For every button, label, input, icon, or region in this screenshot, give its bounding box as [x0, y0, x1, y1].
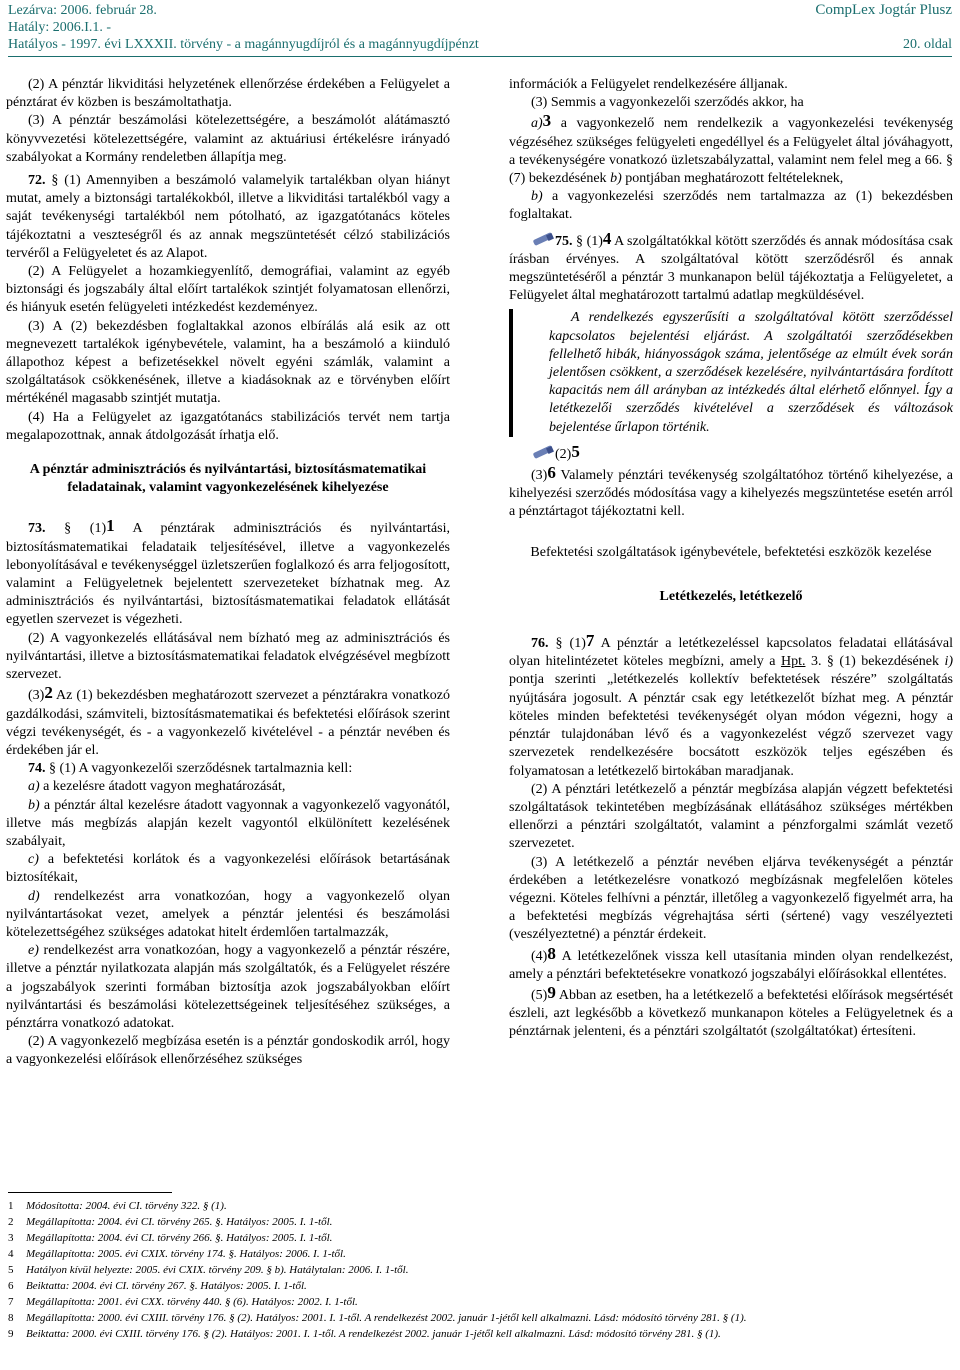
paragraph: (3)2 Az (1) bekezdésben meghatározott szervezet a pénztárakra vonatkozó gazdálkodási, számviteli, biztosításmatematikai és befektetési előírások szerint végzi tevékenységét, és - a vagyonkezelő kivételével - a pénztár nevében és érdekében jár el.	[6, 683, 450, 758]
list-item: d) rendelkezést arra vonatkozóan, hogy a vagyonkezelő olyan nyilvántartásokat vezet, amelyek a pénztár jelentési és beszámolási kötelezettségéhez szükséges adatokat hitelt érdemlően tartalmazzák,	[6, 888, 450, 940]
footnotes	[8, 1198, 948, 1342]
paragraph: (3) A pénztár beszámolási kötelezettségére, a beszámolót alátámasztó könyvvezetési kötelezettségére, valamint az aktuáriusi értékelésre irányadó szabályokat a Kormány rendeletben állapítja meg.	[6, 113, 450, 165]
header-rule	[8, 56, 952, 57]
paragraph: (2) A vagyonkezelés ellátásával nem bízható meg az adminisztrációs és nyilvántartási, illetve a biztosításmatematikai feladatok elvégzésével megbízott szervezet.	[6, 630, 450, 683]
footnote: 4 Megállapította: 2005. évi CXIX. törvény 174. §. Hatályos: 2006. I. 1-től.	[8, 1248, 346, 1260]
footnote-ref[interactable]: 1	[106, 516, 115, 536]
law-link[interactable]: Hpt.	[780, 654, 806, 670]
footnote-ref[interactable]: 6	[547, 463, 556, 483]
list-item: c) a befektetési korlátok és a vagyonkezelési előírások betartásának biztosítékait,	[6, 852, 450, 886]
paragraph: (2) A Felügyelet a hozamkiegyenlítő, demográfiai, valamint az egyéb biztonsági és jogszabály által előírt tartalékok szintjét folyamatosan ellenőrzi, és hiányuk esetén felügyeleti intézkedést kezdeményez.	[6, 264, 450, 316]
footnote-ref[interactable]: 3	[542, 111, 552, 131]
paragraph: (5)9 Abban az esetben, ha a letétkezelő a befektetési előírások megsértését észleli, azt legkésőbb a következő munkanapon köteles a Felügyeletnek és a pénztárnak jelenteni, és a pénztári szolgáltatót (szolgáltatókat) értesíteni.	[509, 982, 953, 1040]
paragraph: (3) Semmis a vagyonkezelői szerződés akkor, ha	[531, 95, 804, 111]
footnote: 9 Beiktatta: 2000. évi CXIII. törvény 176. § (2). Hatályos: 2001. I. 1-től. A rendelkezést 2002. január 1-jétől kell alkalmazni. Lásd: módosító törvény 281. § (1).	[8, 1328, 721, 1340]
page-number: 20. oldal	[903, 37, 952, 52]
list-item: b) a vagyonkezelési szerződés nem tartalmazza az (1) bekezdésben foglaltakat.	[509, 189, 953, 223]
paragraph: információk a Felügyelet rendelkezésére álljanak.	[509, 77, 788, 92]
paragraph: (4) Ha a Felügyelet az igazgatótanács stabilizációs tervét nem tartja megalapozottnak, annak átdolgozását írhatja elő.	[6, 409, 450, 443]
subsection-heading: Letétkezelés, letétkezelő	[659, 588, 803, 604]
product-name: CompLex Jogtár Plusz	[815, 2, 952, 18]
section-72: 72. § (1) Amennyiben a beszámoló valamelyik tartalékban olyan hiányt mutat, amely a biztonsági tartalékokból, illetve a likviditási tartalékból vagy a saját tevékenységi tartalékból nem pótolható, az igazgatótanács köteles tájékoztatni a veszteségről és az annak megszüntetését célzó stabilizációs tervéről a Felügyeletet és az Alapot.	[6, 173, 451, 261]
pen-icon[interactable]	[531, 233, 555, 247]
right-column	[509, 76, 953, 1042]
footnote: 8 Megállapította: 2000. évi CXIII. törvény 176. § (2). Hatályos: 2001. I. 1-től. A rendelkezést 2002. január 1-jétől kell alkalmazni. Lásd: módosító törvény 281. § (1).	[8, 1312, 747, 1324]
section-heading: A pénztár adminisztrációs és nyilvántartási, biztosításmatematikai feladatainak, valamint vagyonkezelésének kihelyezése	[29, 462, 427, 496]
footnote: 3 Megállapította: 2004. évi CI. törvény 266. §. Hatályos: 2005. I. 1-től.	[8, 1232, 333, 1244]
scope-date: Hatály: 2006.I.1. -	[8, 20, 112, 35]
footnote: 6 Beiktatta: 2004. évi CI. törvény 267. §. Hatályos: 2005. I. 1-től.	[8, 1280, 307, 1292]
paragraph: (3)6 Valamely pénztári tevékenység szolgáltatóhoz történő kihelyezése, a kihelyezési szerződés módosítása vagy a kihelyezés megszüntetése esetén arról a pénztártagot tájékoztatni kell.	[509, 463, 953, 520]
closed-date: Lezárva: 2006. február 28.	[8, 3, 157, 18]
footnote-ref[interactable]: 5	[571, 441, 580, 461]
list-item: e) rendelkezést arra vonatkozóan, hogy a vagyonkezelő a pénztár részére, illetve a pénztár nyilatkozata alapján más szolgáltatók, és a Felügyelet részére a jogszabályok szerinti formában biztosítja azok jogszabályokban előírt nyilvántartási és beszámolási kötelezettségeinek teljesítéséhez szükséges, a pénztárra vonatkozó adatokat.	[6, 943, 450, 1031]
list-item: a) a kezelésre átadott vagyon meghatározását,	[28, 779, 286, 795]
footnote: 7 Megállapította: 2001. évi CXX. törvény 440. § (6). Hatályos: 2002. I. 1-től.	[8, 1296, 358, 1308]
footnote-ref[interactable]: 9	[547, 982, 556, 1002]
footnote: 2 Megállapította: 2004. évi CI. törvény 265. §. Hatályos: 2005. I. 1-től.	[8, 1216, 333, 1228]
paragraph: (2) A pénztári letétkezelő a pénztár megbízása alapján végzett befektetési szolgáltatások tekintetében megbízásának ellátásához szükséges mértékben ellenőrzi a pénztári szolgáltatót, valamint a pénzforgalmi számlát vezető szervezetet.	[509, 781, 953, 852]
paragraph: (2) A vagyonkezelő megbízása esetén is a pénztár gondoskodik arról, hogy a vagyonkezelési előírások ellenőrzéséhez szükséges	[6, 1034, 450, 1068]
page-header	[8, 0, 952, 56]
repealed-paragraph: (2)5	[509, 443, 953, 464]
paragraph: (4)8 A letétkezelőnek vissza kell utasítania minden olyan rendelkezést, amely a pénztári befektetésekre vonatkozó jogszabályi előírásokkal ellentétes.	[509, 943, 953, 982]
footnote: 1 Módosította: 2004. évi CI. törvény 322. § (1).	[8, 1200, 227, 1212]
list-item: a)3 a vagyonkezelő nem rendelkezik a vagyonkezelési tevékenység végzéséhez szükséges felügyeleti engedéllyel és a Felügyelet által jóváhagyott, a tevékenységére vonatkozó üzletszabályzattal, valamint nem felel meg a 66. § (7) bekezdésének b) pontjában meghatározott feltételeknek,	[509, 111, 953, 187]
left-column	[6, 76, 450, 1070]
pen-icon[interactable]	[531, 446, 555, 460]
footnote-ref[interactable]: 2	[44, 683, 53, 703]
law-title: Hatályos - 1997. évi LXXXII. törvény - a magánnyugdíjról és a magánnyugdíjpénzt	[8, 37, 479, 52]
section-73: 73. § (1)1 A pénztárak adminisztrációs és nyilvántartási, biztosításmatematikai feladataik teljesítésével, illetve a vagyonkezelés lebonyolításával e tevékenységgel üzletszerűen foglalkozó és arra feljogosított, valamint a Felügyeletnek bejelentett szervezeteket bízhatnak meg. Az adminisztrációs és nyilvántartási, biztosításmatematikai feladatok ellátását egyetlen szervezet is végezheti.	[6, 516, 450, 628]
footnote-ref[interactable]: 8	[547, 943, 556, 963]
section-76: 76. § (1)7 A pénztár a letétkezeléssel kapcsolatos feladatai ellátásával olyan hitelintézetet köteles megbízni, amely a Hpt. 3. § (1) bekezdésének i) pontja szerinti „letétkezelés kollektív befektetések részére” szolgáltatás nyújtására jogosult. A pénztár csak egy letétkezelőt bízhat meg. A pénztár köteles minden befektetési tevékenységét olyan módon végezni, hogy a pénztár tulajdonában lévő és a vagyonkezelést végző szervezet vagy szervezetek rendelkezésére bocsátott eszközök teljes egészében és folyamatosan a letétkezelő birtokában maradjanak.	[509, 631, 953, 779]
footnote-divider	[8, 1192, 172, 1193]
paragraph: (3) A letétkezelő a pénztár nevében eljárva tevékenységét a pénztár érdekében a letétkezelésre vonatkozó megbízásnak megfelelően köteles végezni. Köteles felhívni a pénztár, illetőleg a vagyonkezelő figyelmét arra, ha a befektetési megbízás végrehajtása sérti (sértené) vagy veszélyezteti (veszélyeztetné) a pénztár érdekeit.	[509, 854, 953, 943]
paragraph: (3) A (2) bekezdésben foglaltakkal azonos elbírálás alá esik az ott megnevezett tartalékok igénybevétele, valamint, ha a beszámoló a kiinduló állapothoz képest a befizetésekkel növelt egyéni számlák, valamint a szolgáltatások csökkenésének, illetve a kiadásoknak az e törvényben előírt mértékénél magasabb szintjét mutatja.	[6, 318, 450, 407]
note-bar	[509, 309, 513, 436]
section-number: 72.	[28, 173, 46, 189]
section-title: Befektetési szolgáltatások igénybevétele, befektetési eszközök kezelése	[530, 544, 932, 560]
section-74: 74. § (1) A vagyonkezelői szerződésnek tartalmaznia kell:	[28, 761, 353, 777]
explanatory-note: A rendelkezés egyszerűsíti a szolgáltatóval kötött szerződéssel kapcsolatos bejelentési eljárást. A szolgáltatói szerződésekben fellelhető hibák, hiányosságok száma, jelentősége az elmúlt évek során jelentősen csökkent, a szerződések kezelésére, nyilvántartására fordított kapacitás nem áll arányban az intézkedés által elérhető előnnyel. Így a letétkezelői szerződés kivételével a szerződések és változások bejelentése űrlapon történik.	[509, 309, 953, 436]
list-item: b) a pénztár által kezelésre átadott vagyonnak a vagyonkezelő vagyonától, illetve más megbízás alapján kezelt vagyontól elkülönített kezelésének szabályait,	[6, 797, 450, 849]
footnote-ref[interactable]: 4	[602, 228, 612, 248]
paragraph: (2) A pénztár likviditási helyzetének ellenőrzése érdekében a Felügyelet a pénztárat év közben is beszámoltathatja.	[6, 77, 450, 111]
section-75: 75. § (1)4 A szolgáltatókkal kötött szerződés és annak módosítása csak írásban érvényes. A szolgáltatóval kötött szerződésről és annak megszüntetéséről a pénztár 3 munkanapon belül tájékoztatja a Felügyeletet, a Felügyelet által meghatározott tartalmú adatlap megküldésével.	[509, 228, 953, 304]
footnote: 5 Hatályon kívül helyezte: 2005. évi CXIX. törvény 209. § b). Hatálytalan: 2006. I. 1-től.	[8, 1264, 409, 1276]
footnote-ref[interactable]: 7	[585, 631, 595, 651]
